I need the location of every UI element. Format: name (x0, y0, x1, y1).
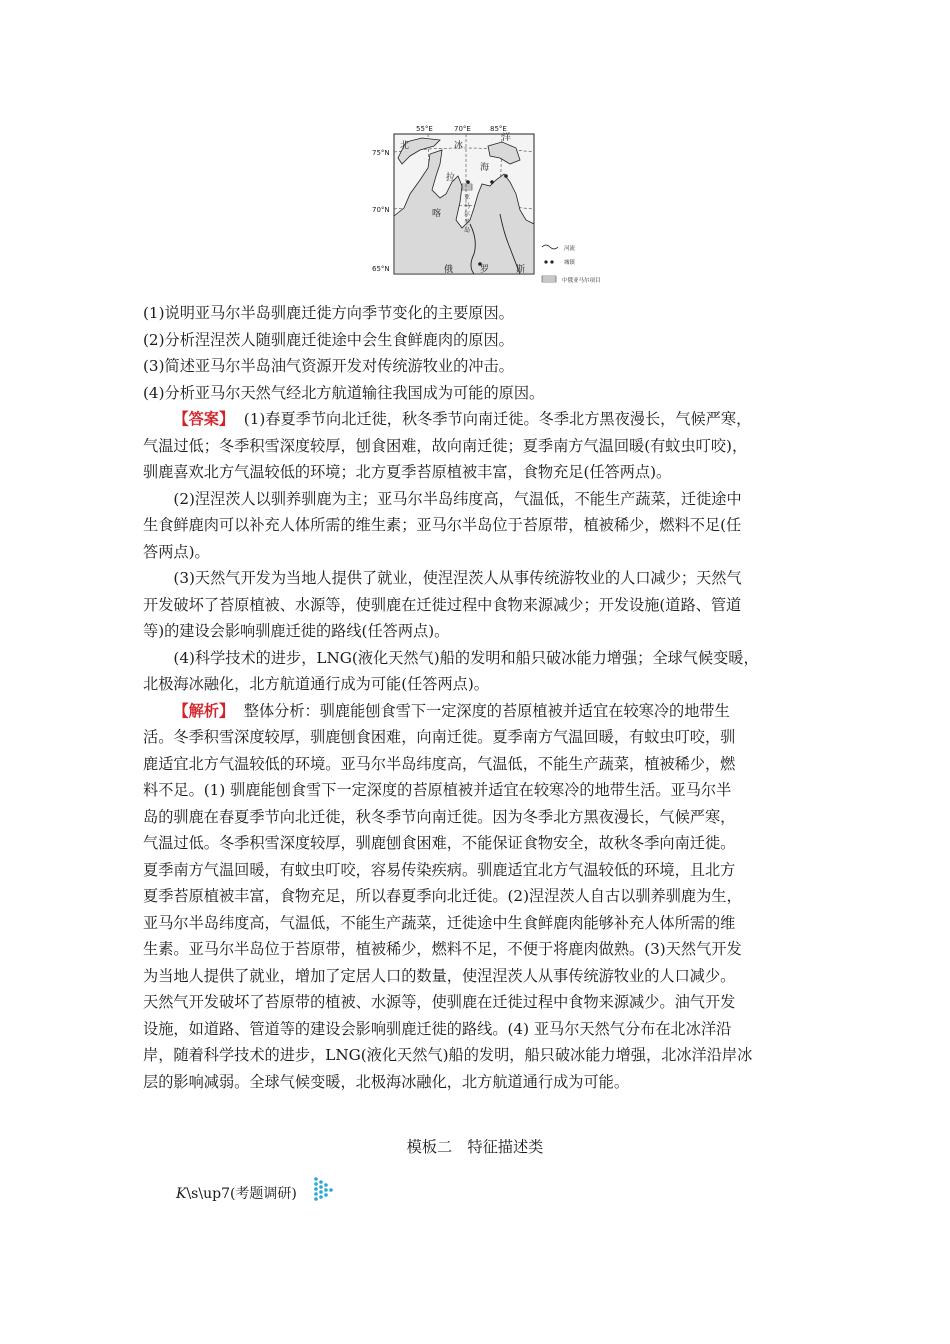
sea-char-1: 北 (400, 141, 410, 151)
question-1: (1)说明亚马尔半岛驯鹿迁徙方向季节变化的主要原因。 (143, 304, 514, 322)
lat-label-65: 65°N (372, 265, 390, 273)
lat-label-70: 70°N (372, 206, 390, 214)
legend-town-symbol (544, 260, 547, 263)
answer-line: 驯鹿喜欢北方气温较低的环境；北方夏季苔原植被丰富，食物充足(任答两点)。 (143, 463, 672, 481)
russia-char-3: 斯 (516, 265, 526, 275)
analysis-tag: 【解析】 (173, 701, 235, 720)
legend-project-symbol (542, 276, 556, 282)
footer-line (176, 1176, 333, 1211)
answer-paragraph-4: (4)科学技术的进步，LNG(液化天然气)船的发明和船只破冰能力增强；全球气候变暖， (173, 648, 759, 667)
peninsula-char-0: 亚 (464, 194, 471, 201)
question-3: (3)简述亚马尔半岛油气资源开发对传统游牧业的冲击。 (143, 357, 514, 375)
answer-lead: (1)春夏季节向北迁徙，秋冬季节向南迁徙。冬季北方黑夜漫长，气候严寒， (243, 410, 752, 428)
analysis-line: 夏季南方气温回暖，有蚊虫叮咬，容易传染疾病。驯鹿适宜北方气温较低的环境，且北方 (143, 860, 736, 879)
peninsula-char-3: 半 (464, 219, 471, 226)
answer-line: 等)的建设会影响驯鹿迁徙的路线(任答两点)。 (143, 622, 450, 640)
lon-label-55: 55°E (416, 125, 433, 133)
analysis-line: 设施，如道路、管道等的建设会影响驯鹿迁徙的路线。(4) 亚马尔天然气分布在北冰洋沿 (143, 1019, 732, 1038)
analysis-line: 气温过低。冬季积雪深度较厚，驯鹿刨食困难，不能保证食物安全，故秋冬季向南迁徙。 (143, 834, 736, 852)
analysis-line: 夏季苔原植被丰富，食物充足，所以春夏季向北迁徙。(2)涅涅茨人自古以驯养驯鹿为生， (143, 887, 742, 905)
map-figure (370, 124, 620, 290)
answer-paragraph-2: (2)涅涅茨人以驯养驯鹿为主；亚马尔半岛纬度高，气温低，不能生产蔬菜，迁徙途中 (173, 489, 742, 508)
footer-prefix: K (176, 1185, 187, 1202)
sea-char-2: 冰 (454, 141, 464, 151)
analysis-line: 料不足。(1) 驯鹿能刨食雪下一定深度的苔原植被并适宜在较寒冷的地带生活。亚马尔半 (143, 781, 732, 799)
answer-line: 气温过低；冬季积雪深度较厚，刨食困难，故向南迁徙；夏季南方气温回暖(有蚊虫叮咬)， (143, 436, 748, 455)
footer-text: \s\up7(考题调研) (186, 1185, 297, 1202)
lon-label-70: 70°E (454, 125, 471, 133)
kara-char-2: 喀 (432, 209, 442, 219)
answer-line: 北极海冰融化，北方航道通行成为可能(任答两点)。 (143, 675, 489, 693)
legend-project-label: 中俄亚马尔项目 (562, 278, 601, 284)
lon-label-85: 85°E (490, 125, 507, 133)
russia-char-1: 俄 (444, 265, 454, 275)
answer-paragraph-1 (143, 406, 823, 433)
analysis-line: 活。冬季积雪深度较厚，驯鹿刨食困难，向南迁徙。夏季南方气温回暖，有蚊虫叮咬，驯 (143, 728, 736, 746)
answer-line: 答两点)。 (143, 542, 210, 561)
answer-line: 生食鲜鹿肉可以补充人体所需的维生素；亚马尔半岛位于苔原带，植被稀少，燃料不足(任 (143, 516, 742, 534)
question-2: (2)分析涅涅茨人随驯鹿迁徙途中会生食鲜鹿肉的原因。 (143, 330, 514, 349)
peninsula-char-2: 尔 (464, 211, 471, 218)
document-body (143, 300, 823, 1095)
analysis-line: 生素。亚马尔半岛位于苔原带，植被稀少，燃料不足，不便于将鹿肉做熟。(3)天然气开发 (143, 940, 742, 958)
legend-town-label: 城镇 (564, 260, 576, 266)
answer-paragraph-3: (3)天然气开发为当地人提供了就业，使涅涅茨人从事传统游牧业的人口减少；天然气 (173, 569, 742, 587)
sea-char-3: 洋 (502, 133, 512, 143)
analysis-line: 层的影响减弱。全球气候变暖，北极海冰融化，北方航道通行成为可能。 (143, 1072, 629, 1091)
analysis-paragraph (143, 698, 823, 725)
analysis-line: 为当地人提供了就业，增加了定居人口的数量，使涅涅茨人从事传统游牧业的人口减少。 (143, 966, 736, 985)
analysis-line: 亚马尔半岛纬度高，气温低，不能生产蔬菜，迁徙途中生食鲜鹿肉能够补充人体所需的维 (143, 913, 736, 932)
analysis-lead: 整体分析：驯鹿能刨食雪下一定深度的苔原植被并适宜在较寒冷的地带生 (243, 701, 730, 720)
answer-line: 开发破坏了苔原植被、水源等，使驯鹿在迁徙过程中食物来源减少；开发设施(道路、管道 (143, 595, 742, 614)
lat-label-75: 75°N (372, 149, 390, 157)
sea-char-4: 海 (480, 163, 490, 173)
russia-char-2: 罗 (480, 265, 490, 275)
peninsula-char-1: 马 (464, 203, 471, 210)
analysis-line: 天然气开发破坏了苔原带的植被、水源等，使驯鹿在迁徙过程中食物来源减少。油气开发 (143, 993, 736, 1011)
analysis-line: 岸，随着科学技术的进步，LNG(液化天然气)船的发明，船只破冰能力增强，北冰洋沿岸冰 (143, 1046, 753, 1064)
legend-river-label: 河流 (564, 246, 576, 252)
town-dot (466, 180, 470, 184)
town-dot (504, 174, 508, 178)
chevron-right-icon (313, 1176, 333, 1211)
peninsula-char-4: 岛 (464, 227, 471, 234)
question-4: (4)分析亚马尔天然气经北方航道输往我国成为可能的原因。 (143, 383, 545, 402)
analysis-line: 岛的驯鹿在春夏季节向北迁徙，秋冬季节向南迁徙。因为冬季北方黑夜漫长，气候严寒， (143, 807, 736, 826)
map-legend (542, 244, 601, 284)
section-title: 模板二 特征描述类 (406, 1138, 544, 1156)
legend-river-symbol (542, 245, 558, 249)
kara-char-1: 拉 (446, 173, 456, 183)
town-dot (490, 180, 494, 184)
analysis-line: 鹿适宜北方气温较低的环境。亚马尔半岛纬度高，气温低，不能生产蔬菜，植被稀少，燃 (143, 754, 736, 773)
answer-tag: 【答案】 (173, 410, 235, 428)
